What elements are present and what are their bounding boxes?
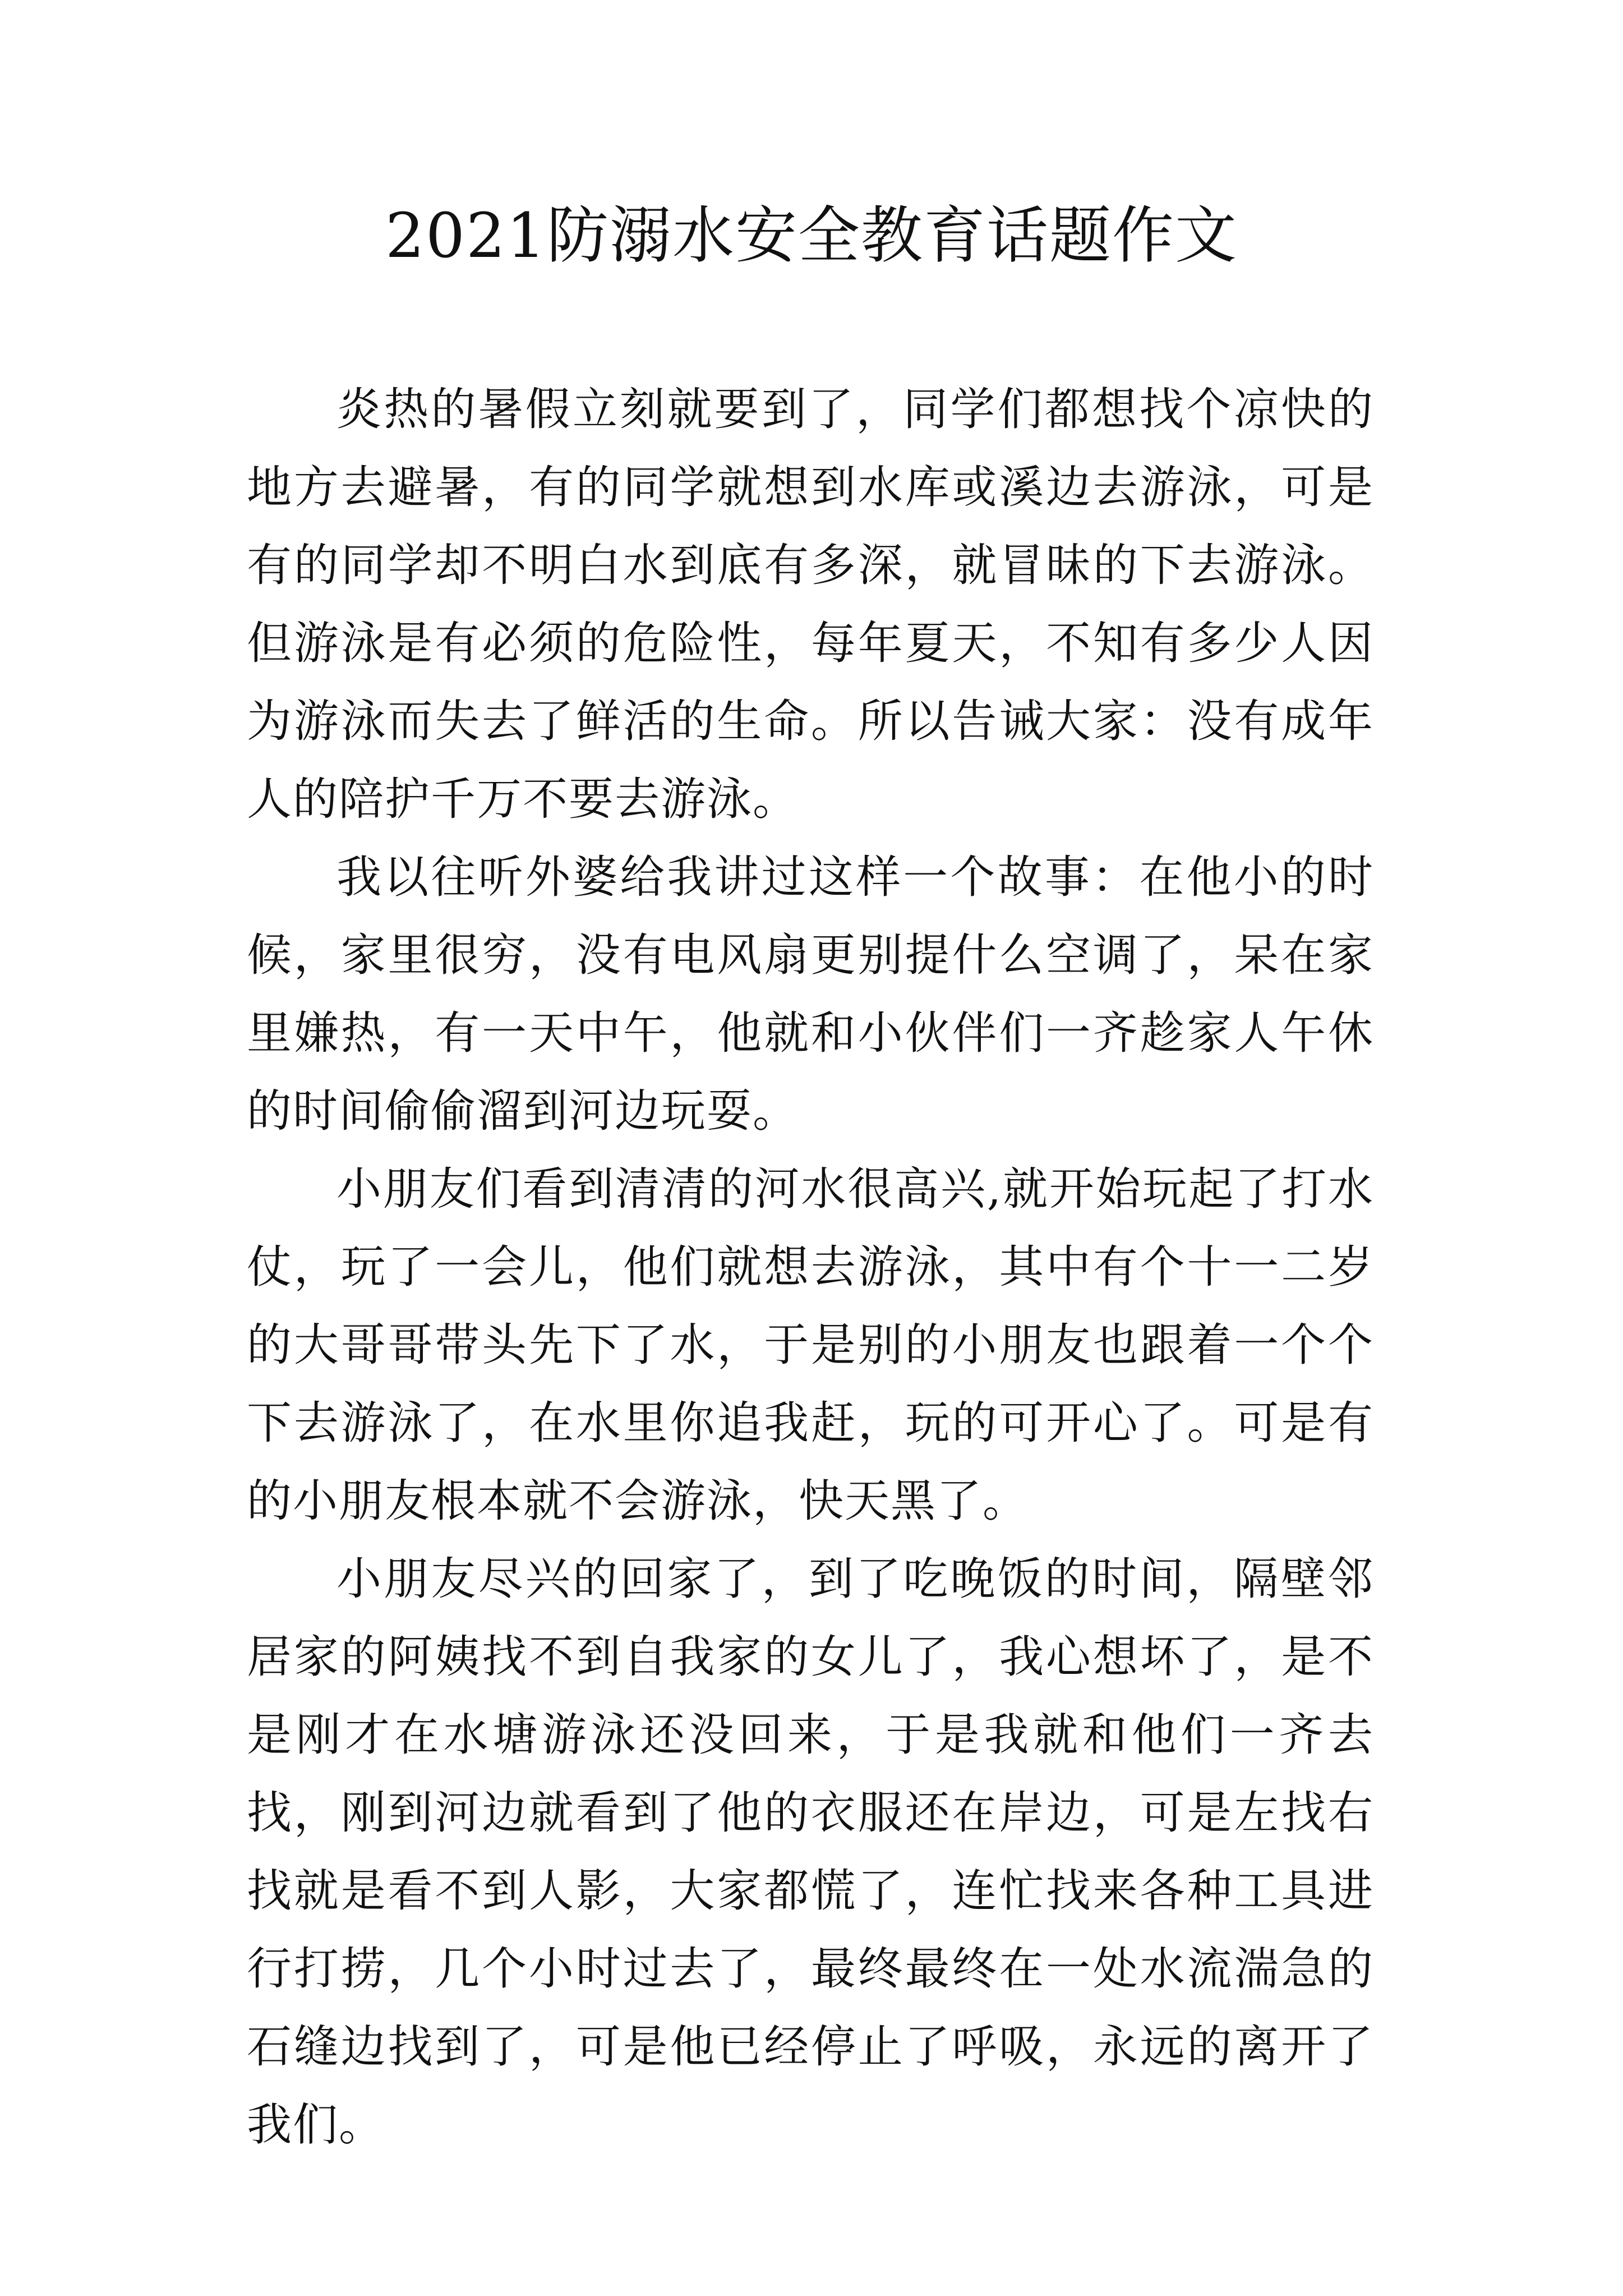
document-body	[247, 370, 1374, 2164]
paragraph-2: 我以往听外婆给我讲过这样一个故事：在他小的时候，家里很穷，没有电风扇更别提什么空调了，呆在家里嫌热，有一天中午，他就和小伙伴们一齐趁家人午休的时间偷偷溜到河边玩耍。	[247, 851, 1374, 1137]
paragraph-3: 小朋友们看到清清的河水很高兴,就开始玩起了打水仗，玩了一会儿，他们就想去游泳，其中有个十一二岁的大哥哥带头先下了水，于是别的小朋友也跟着一个个下去游泳了，在水里你追我赶，玩的可开心了。可是有的小朋友根本就不会游泳，快天黑了。	[247, 1163, 1374, 1527]
document-title: 2021防溺水安全教育话题作文	[385, 200, 1238, 272]
paragraph-1: 炎热的暑假立刻就要到了，同学们都想找个凉快的地方去避暑，有的同学就想到水库或溪边去游泳，可是有的同学却不明白水到底有多深，就冒昧的下去游泳。但游泳是有必须的危险性，每年夏天，不知有多少人因为游泳而失去了鲜活的生命。所以告诫大家：没有成年人的陪护千万不要去游泳。	[247, 383, 1374, 825]
paragraph-4: 小朋友尽兴的回家了，到了吃晚饭的时间，隔壁邻居家的阿姨找不到自我家的女儿了，我心想坏了，是不是刚才在水塘游泳还没回来，于是我就和他们一齐去找，刚到河边就看到了他的衣服还在岸边，可是左找右找就是看不到人影，大家都慌了，连忙找来各种工具进行打捞，几个小时过去了，最终最终在一处水流湍急的石缝边找到了，可是他已经停止了呼吸，永远的离开了我们。	[247, 1553, 1374, 2151]
